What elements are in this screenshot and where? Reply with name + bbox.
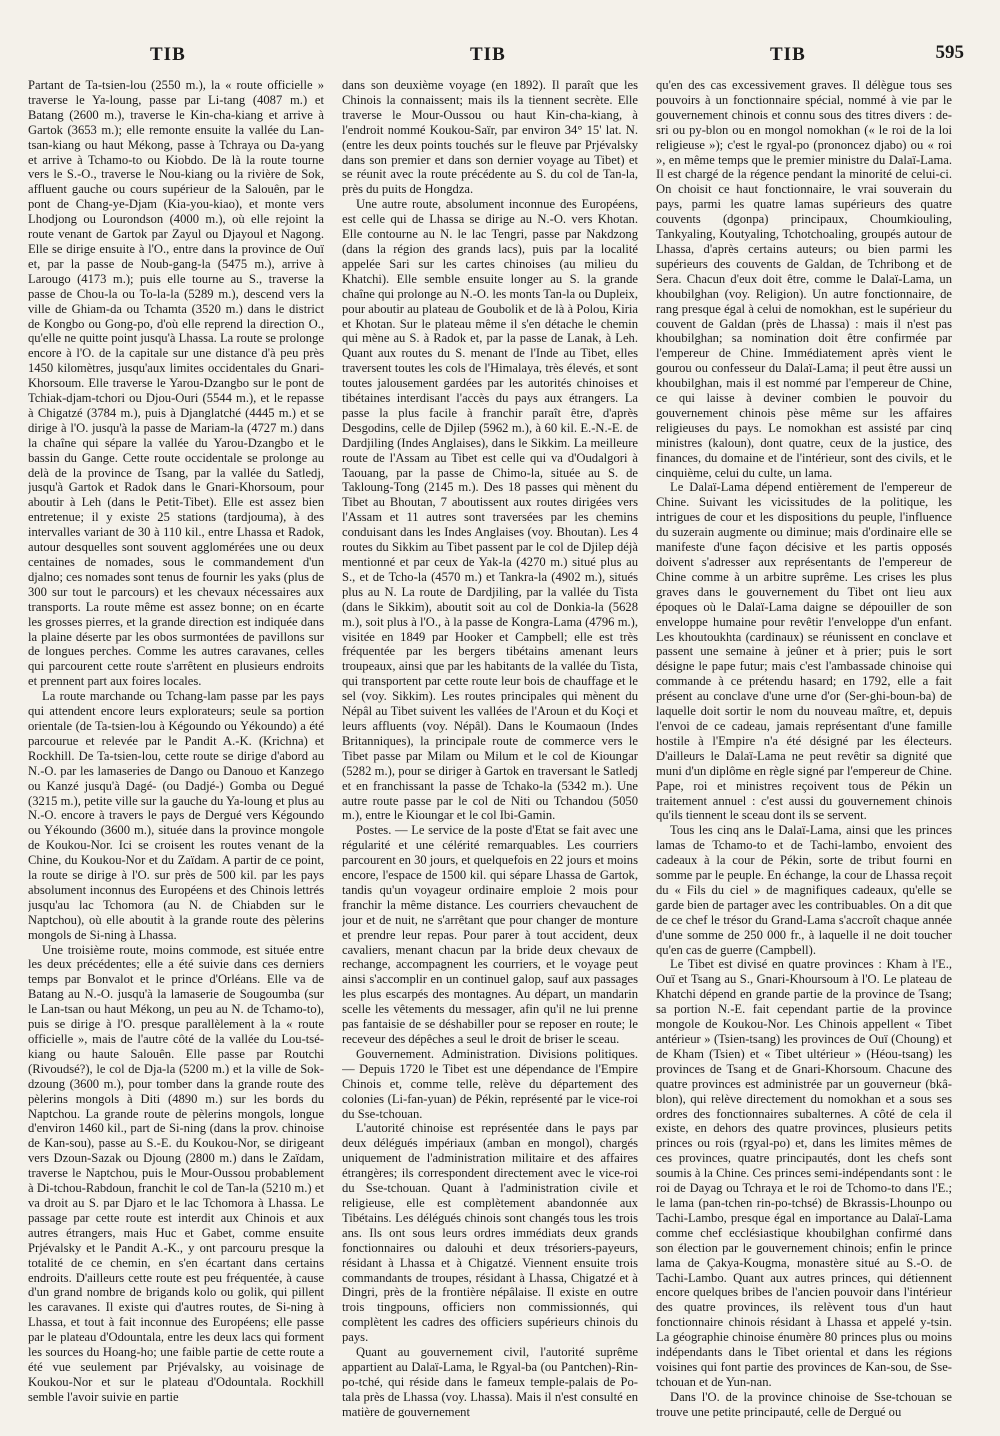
- text-column-3: [656, 78, 952, 1418]
- running-head-center: TIB: [470, 44, 506, 65]
- paragraph: L'autorité chinoise est représentée dans le pays par deux délégués impériaux (amban en mongol), chargés uniquement de l'administration militaire et des affaires étrangères; ils correspondent directement avec le vice-roi du Sse-tchouan. Quant à l'administration civile et religieuse, elle est complètement abandonnée aux Tibétains. Les délégués chinois sont changés tous les trois ans. Ils ont sous leurs ordres immédiats deux grands fonctionnaires ou dalouhi et deux trésoriers-payeurs, résidant à Lhassa et à Chigatzé. Viennent ensuite trois commandants de troupes, résidant à Lhassa, Chigatzé et à Dingri, près de la frontière népâlaise. Il existe en outre trois tingpouns, officiers non commissionnés, qui complètent les cadres des officiers supérieurs chinois du pays.: [342, 1121, 638, 1345]
- paragraph: Dans l'O. de la province chinoise de Sse-tchouan se trouve une petite principauté, celle de Dergué ou: [656, 1389, 952, 1418]
- paragraph: Partant de Ta-tsien-lou (2550 m.), la « route officielle » traverse le Ya-loung, passe par Li-tang (4087 m.) et Batang (2600 m.), traverse le Kin-cha-kiang et arrive à Gartok (3653 m.); elle remonte ensuite la vallée du Lan-tsan-kiang ou haut Mékong, passe à Tchraya ou Da-yang et arrive à Tchamo-to ou Kiobdo. De là la route tourne vers le S.-O., traverse le Nou-kiang ou la rivière de Sok, affluent gauche ou cours supérieur de la Salouên, par le pont de Chang-ye-Djam (Kia-you-kiao), et monte vers Lhodjong ou Lourondson (4000 m.), où elle rejoint la route venant de Gartok par Zayul ou Djayoul et Nagong. Elle se dirige ensuite à l'O., entre dans la province de Ouï et, par la passe de Noub-gang-la (5475 m.), arrive à Larougo (4173 m.); puis elle tourne au S., traverse la passe de Chou-la ou To-la-la (5289 m.), descend vers la ville de Ghiam-da ou Tchamta (3520 m.) dans le district de Kongbo ou Gong-po, d'où elle reprend la direction O., qu'elle ne quitte point jusqu'à Lhassa. La route se prolonge encore à l'O. de la capitale sur une distance d'à peu près 1450 kilomètres, jusqu'aux limites occidentales du Gnari-Khorsoum. Elle traverse le Yarou-Dzangbo sur le pont de Tchiak-djam-tchori ou Djou-Ouri (5544 m.), et le repasse à Chigatzé (3784 m.), puis à Djanglatché (4445 m.) et se dirige à l'O. jusqu'à la passe de Mariam-la (4727 m.) dans la chaîne qui sépare la vallée du Yarou-Dzangbo et le bassin du Gange. Cette route occidentale se prolonge au delà de la province de Tsang, par la vallée du Satledj, jusqu'à Gartok et Radok dans le Gnari-Khorsoum, pour aboutir à Leh (dans le Petit-Tibet). Elle est assez bien entretenue; il y existe 25 stations (tardjouma), à des intervalles variant de 30 à 110 kil., entre Lhassa et Radok, autour desquelles sont souvent agglomérées une ou deux centaines de nomades, sous le commandement d'un djalno; ces nomades sont tenus de fournir les yaks (plus de 300 sur tout le parcours) et les chevaux nécessaires aux transports. La route même est assez bonne; on en écarte les grosses pierres, et la grande direction est indiquée dans la plaine déserte par les obos surmontées de pavillons sur de longues perches. Comme les autres caravanes, celles qui parcourent cette route s'arrêtent en plusieurs endroits et prennent part aux foires locales.: [28, 78, 324, 689]
- running-head-left: TIB: [150, 44, 186, 65]
- paragraph: Le Dalaï-Lama dépend entièrement de l'empereur de Chine. Suivant les vicissitudes de la politique, les intrigues de cour et les dispositions du peuple, l'influence du suzerain augmente ou diminue; mais d'ordinaire elle se manifeste d'une façon décisive et les partis opposés doivent s'adresser aux représentants de l'empereur de Chine comme à un arbitre suprême. Les crises les plus graves dans le gouvernement du Tibet ont lieu aux époques où le Dalaï-Lama daigne se dépouiller de son enveloppe humaine pour revêtir l'enveloppe d'un enfant. Les khoutoukhta (cardinaux) se réunissent en conclave et passent une semaine à jeûner et à prier; puis le sort désigne le pape futur; mais c'est l'ambassade chinoise qui commande à ce prétendu hasard; en 1792, elle a fait présent au conclave d'une urne d'or (Ser-ghi-boun-ba) de laquelle doit sortir le nom du nouveau maître, et, depuis l'envoi de ce cadeau, jamais représentant d'une famille hostile à l'Empire n'a été désigné par les électeurs. D'ailleurs le Dalaï-Lama ne peut revêtir sa dignité que muni d'un diplôme en règle signé par l'empereur de Chine. Pape, roi et ministres reçoivent tous de Pékin un traitement annuel : c'est aussi du gouvernement chinois qu'ils tiennent le sceau dont ils se servent.: [656, 480, 952, 823]
- paragraph: Une autre route, absolument inconnue des Européens, est celle qui de Lhassa se dirige au N.-O. vers Khotan. Elle contourne au N. le lac Tengri, passe par Nakdzong (dans la région des grands lacs), puis par la localité appelée Sari sur les cartes chinoises (au milieu du Khatchi). Elle semble ensuite longer au S. la grande chaîne qui prolonge au N.-O. les monts Tan-la ou Dupleix, pour aboutir au plateau de Goubolik et de là à Polou, Kiria et Khotan. Sur le plateau même il s'en détache le chemin qui mène au S. à Radok et, par la passe de Lanak, à Leh. Quant aux routes du S. menant de l'Inde au Tibet, elles traversent toutes les cols de l'Himalaya, très élevés, et sont toutes jalousement gardées par les autorités chinoises et tibétaines interdisant l'accès du pays aux étrangers. La passe la plus facile à franchir paraît être, d'après Desgodins, celle de Djilep (5962 m.), à 60 kil. E.-N.-E. de Dardjiling (Indes Anglaises), dans le Sikkim. La meilleure route de l'Assam au Tibet est celle qui va d'Oudalgori à Taouang, par la passe de Chimo-la, située au S. de Takloung-Tong (2145 m.). Des 18 passes qui mènent du Tibet au Bhoutan, 7 aboutissent aux routes dirigées vers l'Assam et 11 autres sont traversées par les chemins conduisant dans les Indes Anglaises (voy. Bhoutan). Les 4 routes du Sikkim au Tibet passent par le col de Djilep déjà mentionné et par ceux de Yak-la (4270 m.) situé plus au S., et de Tcho-la (4570 m.) et Tankra-la (4902 m.), situés plus au N. La route de Dardjiling, par la vallée du Tista (dans le Sikkim), aboutit soit au col de Donkia-la (5628 m.), soit plus à l'O., à la passe de Kongra-Lama (4796 m.), visitée en 1849 par Hooker et Campbell; elle est très fréquentée par les bergers tibétains amenant leurs troupeaux, ainsi que par les habitants de la vallée du Tista, qui transportent par cette route leur bois de chauffage et le sel (voy. Sikkim). Les routes principales qui mènent du Népâl au Tibet suivent les vallées de l'Aroun et du Koçi et leurs affluents (voy. Népâl). Dans le Koumaoun (Indes Britanniques), la principale route de commerce vers le Tibet passe par Milam ou Milum et le col de Kioungar (5282 m.), pour se diriger à Gartok en traversant le Satledj et en franchissant la passe de Tchako-la (5342 m.). Une autre route passe par le col de Niti ou Tchandou (5050 m.), entre le Kioungar et le col Ibi-Gamin.: [342, 197, 638, 823]
- paragraph: Quant au gouvernement civil, l'autorité suprême appartient au Dalaï-Lama, le Rgyal-ba (ou Pantchen)-Rin-po-tché, qui réside dans le fameux temple-palais de Po-tala près de Lhassa (voy. Lhassa). Mais il n'est consulté en matière de gouvernement: [342, 1345, 638, 1418]
- paragraph: Gouvernement. Administration. Divisions politiques. — Depuis 1720 le Tibet est une dépendance de l'Empire Chinois et, comme telle, relève du département des colonies (Li-fan-yuan) de Pékin, représenté par le vice-roi du Sse-tchouan.: [342, 1046, 638, 1121]
- paragraph: dans son deuxième voyage (en 1892). Il paraît que les Chinois la connaissent; mais ils la tiennent secrète. Elle traverse le Mour-Oussou ou haut Kin-cha-kiang, à l'endroit nommé Koukou-Saïr, par environ 34° 15' lat. N. (entre les deux points touchés sur le fleuve par Prjévalsky dans son premier et dans son dernier voyage au Tibet) et se réunit avec la route précédente au S. du col de Tan-la, près du puits de Hongdza.: [342, 78, 638, 197]
- paragraph: La route marchande ou Tchang-lam passe par les pays qui attendent encore leurs explorateurs; seule sa portion orientale (de Ta-tsien-lou à Kégoundo ou Yékoundo) a été parcourue et relevée par le Pandit A.-K. (Krichna) et Rockhill. De Ta-tsien-lou, cette route se dirige d'abord au N.-O. par les lamaseries de Dango ou Danouo et Kanzego ou Kanzé jusqu'à Dagé- (ou Dadjé-) Gomba ou Degué (3215 m.), petite ville sur la gauche du Ya-loung et plus au N.-O. encore à travers le pays de Dergué vers Kégoundo ou Yékoundo (3600 m.), située dans la province mongole de Koukou-Nor. Ici se croisent les routes venant de la Chine, du Koukou-Nor et du Zaïdam. A partir de ce point, la route se dirige à l'O. sur près de 500 kil. par les pays absolument inconnus des Européens et des Chinois lettrés jusqu'au lac Tchomora (au N. de Chiabden sur le Naptchou), où elle aboutit à la grande route des pèlerins mongols de Si-ning à Lhassa.: [28, 689, 324, 942]
- paragraph: Une troisième route, moins commode, est située entre les deux précédentes; elle a été suivie dans ces derniers temps par Bonvalot et le prince d'Orléans. Elle va de Batang au N.-O. jusqu'à la lamaserie de Sougoumba (sur le Lan-tsan ou haut Mékong, un peu au N. de Tchamo-to), puis se dirige à l'O. presque parallèlement à la « route officielle », mais de l'autre côté de la vallée du Lou-tsé-kiang ou haute Salouên. Elle passe par Routchi (Rivoudsé?), le col de Dja-la (5200 m.) et la ville de Sok-dzoung (3600 m.), pour tomber dans la grande route des pèlerins mongols à Diti (4890 m.) sur les bords du Naptchou. La grande route de pèlerins mongols, longue d'environ 1460 kil., part de Si-ning (dans la prov. chinoise de Kan-sou), passe au S.-E. du Koukou-Nor, se dirigeant vers Dzoun-Sazak ou Djoung (2800 m.) dans le Zaïdam, traverse le Naptchou, puis le Mour-Oussou probablement à Di-tchou-Rabdoun, franchit le col de Tan-la (5210 m.) et va droit au S. par Djaro et le lac Tchomora à Lhassa. Le passage par cette route est interdit aux Chinois et aux autres étrangers, mais Huc et Gabet, comme ensuite Prjévalsky et le Pandit A.-K., y ont parcouru presque la totalité de ce chemin, en s'en écartant dans certains endroits. D'ailleurs cette route est peu fréquentée, à cause d'un grand nombre de brigands kolo ou golik, qui pillent les caravanes. Il existe qui d'autres routes, de Si-ning à Lhassa, et tout à fait inconnue des Européens; elle passe par le plateau d'Odountala, entre les deux lacs qui forment les sources du Hoang-ho; une faible partie de cette route a été vue seulement par Prjévalsky, au voisinage de Koukou-Nor et sur le plateau d'Odountala. Rockhill semble l'avoir suivie en partie: [28, 942, 324, 1404]
- paragraph: Le Tibet est divisé en quatre provinces : Kham à l'E., Ouï et Tsang au S., Gnari-Khoursoum à l'O. Le plateau de Khatchi dépend en grande partie de la province de Tsang; sa portion N.-E. fait cependant partie de la province mongole de Koukou-Nor. Les Chinois appellent « Tibet antérieur » (Tsien-tsang) les provinces de Ouï (Choung) et de Kham (Tsien) et « Tibet ultérieur » (Héou-tsang) les provinces de Tsang et de Gnari-Khorsoum. Chacune des quatre provinces est administrée par un gouverneur (bkâ-blon), qui relève directement du nomokhan et a sous ses ordres des fonctionnaires subalternes. A côté de cela il existe, en dehors des quatre provinces, plusieurs petits princes ou rois (rgyal-po) et, dans les limites mêmes de ces provinces, quatre principautés, dont les chefs sont soumis à la Chine. Ces princes semi-indépendants sont : le roi de Dayag ou Tchraya et le roi de Tchomo-to dans l'E.; le lama (pan-tchen rin-po-tchsé) de Bkrassis-Lhounpo ou Tachi-Lambo, presque égal en importance au Dalaï-Lama comme chef ecclésiastique khoubilghan confirmé dans son élection par le gouvernement chinois; enfin le prince lama de Çakya-Kougma, monastère situé au S.-O. de Tachi-Lambo. Quant aux autres princes, qui détiennent encore quelques bribes de l'ancien pouvoir dans l'intérieur des quatre provinces, ils relèvent tous d'un haut fonctionnaire chinois résidant à Lhassa et appelé y-tsin. La géographie chinoise énumère 80 princes plus ou moins indépendants dans le Tibet oriental et dans les régions voisines qui font partie des provinces de Kan-sou, de Sse-tchouan et de Yun-nan.: [656, 957, 952, 1389]
- page-number: 595: [935, 42, 964, 63]
- paragraph: Postes. — Le service de la poste d'Etat se fait avec une régularité et une célérité remarquables. Les courriers parcourent en 30 jours, et quelquefois en 22 jours et moins encore, l'espace de 1500 kil. qui sépare Lhassa de Gartok, tandis qu'un voyageur ordinaire emploie 2 mois pour franchir la même distance. Les courriers chevauchent de jour et de nuit, ne s'arrêtant que pour changer de monture et prendre leur repas. Pour parer à tout accident, deux cavaliers, menant chacun par la bride deux chevaux de rechange, accompagnent les courriers, et le voyage peut ainsi s'accomplir en un continuel galop, sauf aux passages les plus escarpés des montagnes. Au départ, un mandarin scelle les vêtements du messager, afin qu'il ne lui prenne pas fantaisie de se déshabiller pour se reposer en route; le receveur des dépêches a seul le droit de briser le sceau.: [342, 823, 638, 1046]
- paragraph: Tous les cinq ans le Dalaï-Lama, ainsi que les princes lamas de Tchamo-to et de Tachi-lambo, envoient des cadeaux à la cour de Pékin, sorte de tribut fourni en somme par le peuple. En échange, la cour de Lhassa reçoit du « Fils du ciel » de magnifiques cadeaux, qu'elle se garde bien de partager avec les contribuables. On a dit que de ce chef le trésor du Grand-Lama s'accroît chaque année d'une somme de 250 000 fr., à laquelle il ne doit toucher qu'en cas de guerre (Campbell).: [656, 823, 952, 957]
- text-column-1: [28, 78, 324, 1418]
- paragraph: qu'en des cas excessivement graves. Il délègue tous ses pouvoirs à un fonctionnaire spécial, nommé à vie par le gouvernement chinois et connu sous des titres divers : de-sri ou py-blon ou en mongol nomokhan (« le roi de la loi religieuse »); c'est le rgyal-po (prononcez djabo) ou « roi », en même temps que le premier ministre du Dalaï-Lama. Il est chargé de la régence pendant la minorité de celui-ci. On choisit ce haut fonctionnaire, le vrai souverain du pays, parmi les quatre lamas supérieurs des quatre couvents (dgonpa) principaux, Choumkiouling, Tankyaling, Koutyaling, Tchotchoaling, groupés autour de Lhassa, d'après certains auteurs; ou bien parmi les supérieurs des couvents de Galdan, de Tchribong et de Sera. Chacun d'eux doit être, comme le Dalaï-Lama, un khoubilghan (voy. Religion). Un autre fonctionnaire, de rang presque égal à celui de nomokhan, est le supérieur du couvent de Galdan (près de Lhassa) : mais il n'est pas khoubilghan; sa nomination doit être confirmée par l'empereur de Chine. Immédiatement après vient le gourou ou confesseur du Dalaï-Lama; il peut être aussi un khoubilghan, mais il est nommé par l'empereur de Chine, ce qui laisse à deviner combien le pouvoir du gouvernement chinois pèse même sur les affaires religieuses du pays. Le nomokhan est assisté par cinq ministres (kaloun), dont quatre, ceux de la justice, des finances, du domaine et de l'intérieur, sont des civils, et le cinquième, celui du culte, un lama.: [656, 78, 952, 480]
- running-head-right: TIB: [770, 44, 806, 65]
- text-column-2: [342, 78, 638, 1418]
